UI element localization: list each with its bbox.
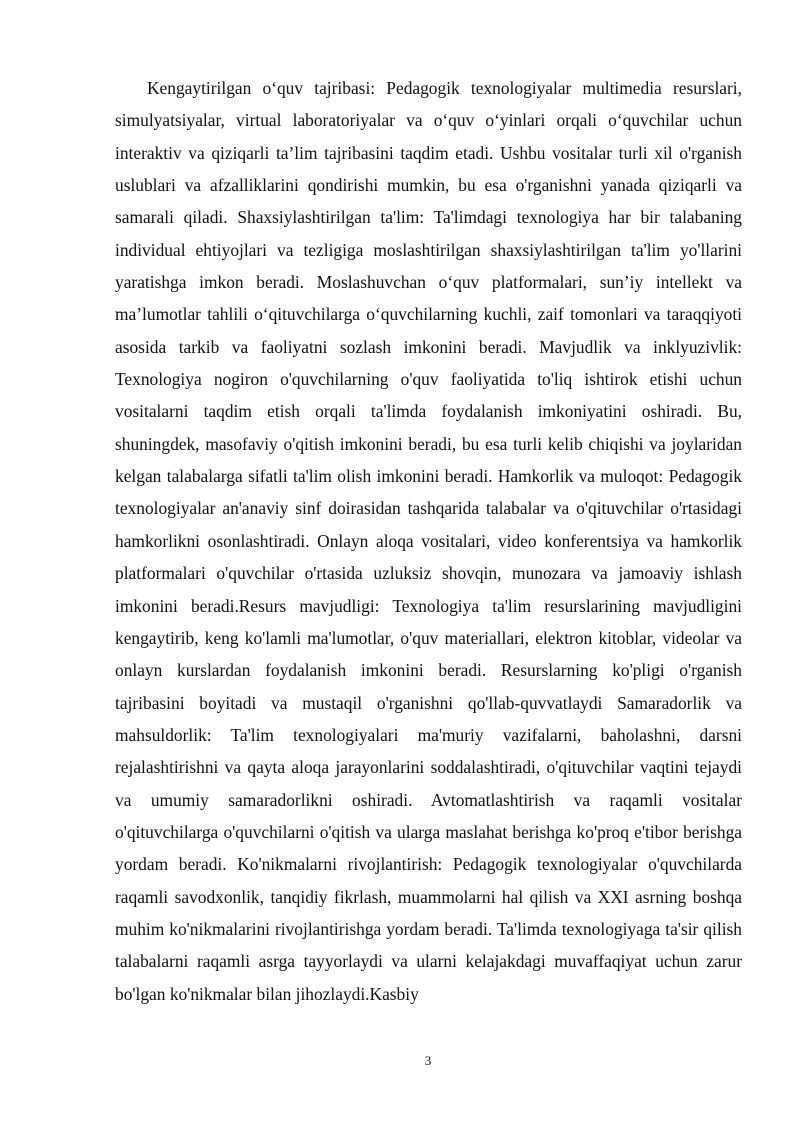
body-paragraph: Kengaytirilgan o‘quv tajribasi: Pedagogik texnologiyalar multimedia resurslari, simulyatsiyalar, virtual laboratoriyalar va o‘quv o‘yinlari orqali o‘quvchilar uchun interaktiv va qiziqarli ta’lim tajribasini taqdim etadi. Ushbu vositalar turli xil o'rganish uslublari va afzalliklarini qondirishi mumkin, bu esa o'rganishni yanada qiziqarli va samarali qiladi. Shaxsiylashtirilgan ta'lim: Ta'limdagi texnologiya har bir talabaning individual ehtiyojlari va tezligiga moslashtirilgan shaxsiylashtirilgan ta'lim yo'llarini yaratishga imkon beradi. Moslashuvchan o‘quv platformalari, sun’iy intellekt va ma’lumotlar tahlili o‘qituvchilarga o‘quvchilarning kuchli, zaif tomonlari va taraqqiyoti asosida tarkib va faoliyatni sozlash imkonini beradi. Mavjudlik va inklyuzivlik: Texnologiya nogiron o'quvchilarning o'quv faoliyatida to'liq ishtirok etishi uchun vositalarni taqdim etish orqali ta'limda foydalanish imkoniyatini oshiradi. Bu, shuningdek, masofaviy o'qitish imkonini beradi, bu esa turli kelib chiqishi va joylaridan kelgan talabalarga sifatli ta'lim olish imkonini beradi. Hamkorlik va muloqot: Pedagogik texnologiyalar an'anaviy sinf doirasidan tashqarida talabalar va o'qituvchilar o'rtasidagi hamkorlikni osonlashtiradi. Onlayn aloqa vositalari, video konferentsiya va hamkorlik platformalari o'quvchilar o'rtasida uzluksiz shovqin, munozara va jamoaviy ishlash imkonini beradi.Resurs mavjudligi: Texnologiya ta'lim resurslarining mavjudligini kengaytirib, keng ko'lamli ma'lumotlar, o'quv materiallari, elektron kitoblar, videolar va onlayn kurslardan foydalanish imkonini beradi. Resurslarning ko'pligi o'rganish tajribasini boyitadi va mustaqil o'rganishni qo'llab-quvvatlaydi Samaradorlik va mahsuldorlik: Ta'lim texnologiyalari ma'muriy vazifalarni, baholashni, darsni rejalashtirishni va qayta aloqa jarayonlarini soddalashtiradi, o'qituvchilar vaqtini tejaydi va umumiy samaradorlikni oshiradi. Avtomatlashtirish va raqamli vositalar o'qituvchilarga o'quvchilarni o'qitish va ularga maslahat berishga ko'proq e'tibor berishga yordam beradi. Ko'nikmalarni rivojlantirish: Pedagogik texnologiyalar o'quvchilarda raqamli savodxonlik, tanqidiy fikrlash, muammolarni hal qilish va XXI asrning boshqa muhim ko'nikmalarini rivojlantirishga yordam beradi. Ta'limda texnologiyaga ta'sir qilish talabalarni raqamli asrga tayyorlaydi va ularni kelajakdagi muvaffaqiyat uchun zarur bo'lgan ko'nikmalar bilan jihozlaydi.Kasbiy: [115, 78, 742, 1004]
page-number: 3: [424, 1053, 432, 1068]
